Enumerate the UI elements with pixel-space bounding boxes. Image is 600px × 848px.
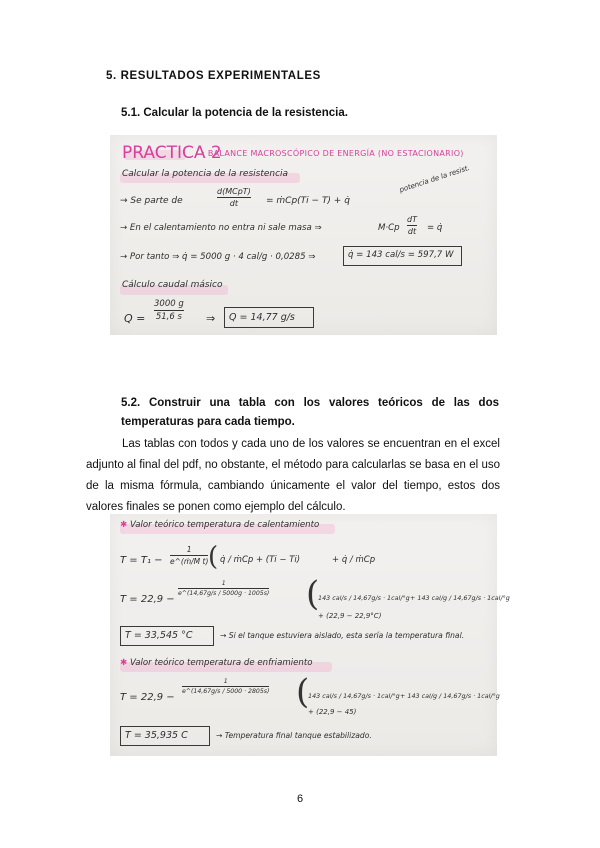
paragraph: Las tablas con todos y cada uno de los valores se encuentran en el excel adjunto al final del pdf, no obstante, el método para calcularlas se basa en el uso de la misma fórmula, cambiando únicamente el valor del tiempo, estos dos valores finales se ponen como ejemplo del cálculo. [86, 438, 500, 513]
note-q1: Q = [124, 312, 146, 325]
note-sub-b: Cálculo caudal másico [122, 280, 223, 290]
note2-e2a: T = 22,9 − [120, 594, 175, 605]
note-frac-q: 3000 g 51,6 s [154, 299, 184, 322]
note-q4: ⇒ [206, 312, 216, 325]
note-line-2a: → En el calentamiento no entra ni sale masa ⇒ [120, 223, 322, 233]
note-sub-a: Calcular la potencia de la resistencia [122, 169, 289, 179]
note2-r2: T = 35,935 C [125, 730, 188, 741]
note2-e3d: 143 cal/s / 14,67g/s · 1cal/°g [308, 692, 400, 700]
handwritten-note-power [110, 135, 497, 335]
note-title: PRACTICA 2 [122, 143, 222, 163]
page-number: 6 [296, 793, 304, 805]
note-side: potencia de la resist. [398, 163, 471, 195]
note2-e3f: + 143 cal/g / 14,67g/s · 1cal/°g [400, 692, 500, 700]
note2-e3a: T = 22,9 − [120, 692, 175, 703]
section-heading: 5. RESULTADOS EXPERIMENTALES [106, 70, 321, 82]
note-line-1a: → Se parte de [120, 196, 183, 206]
note2-e2e: + (22,9 − 22,9°C) [318, 612, 382, 620]
note2-title-a: ✱ Valor teórico temperatura de calentamiento [120, 520, 320, 530]
note-line-2b: M·Cp [378, 223, 400, 233]
note-frac-2: dT dt [407, 215, 417, 236]
note2-r1: T = 33,545 °C [125, 630, 193, 641]
note2-frac-2: 1 e^(14,67g/s / 5000g · 1005s) [178, 580, 270, 597]
note2-r1-note: → Si el tanque estuviera aislado, esta sería la temperatura final. [220, 631, 465, 640]
note2-frac-1: 1 e^(ṁ/M t) [170, 545, 209, 566]
handwritten-note-temperatures: ✱ Valor teórico temperatura de calentamiento T = T₁ − 1 e^(ṁ/M t) ( q̇ / ṁCp + (Ti − Ti) + q̇ / ṁCp T = 22,9 − 1 e^(14,67g/s / 5000g · 1005s) ( 143 cal/s / 14,67g/s · 1cal/°g + (22,9 − 22,9°C) + 143 cal/g / 14,67g/s · 1cal/°g T = 33,545 °C → Si el tanque estuviera aislado, esta sería la temperatura final. ✱ Valor teórico temperatura de enfriamiento T = 22,9 − 1 e^(14,67g/s / 5000 · 2805s) ( 143 cal/s / 14,67g/s · 1cal/°g + (22,9 − 45) + 143 cal/g / 14,67g/s · 1cal/°g T = 35,935 C → Temperatura final tanque estabilizado. [110, 514, 497, 756]
note2-e1d: q̇ / ṁCp + (Ti − Ti) [220, 555, 301, 565]
note2-e3e: + (22,9 − 45) [308, 708, 357, 716]
note2-e1a: T = T₁ − [120, 555, 163, 566]
note-line-3a: → Por tanto ⇒ q̇ = 5000 g · 4 cal/g · 0,0285 ⇒ [120, 252, 316, 262]
note2-title-b: ✱ Valor teórico temperatura de enfriamiento [120, 658, 313, 668]
note-frac-1: d(MCpT) dt [217, 187, 251, 208]
subsection-heading-5-1: 5.1. Calcular la potencia de la resistencia. [121, 107, 348, 119]
note-line-1d: = ṁCp(Ti − T) + q̇ [266, 196, 350, 206]
note-line-3b: q̇ = 143 cal/s = 597,7 W [348, 250, 454, 260]
note-title-rest: : BALANCE MACROSCÓPICO DE ENERGÍA (NO ESTACIONARIO) [202, 149, 464, 158]
note2-e2f: + 143 cal/g / 14,67g/s · 1cal/°g [410, 594, 510, 602]
note2-frac-3: 1 e^(14,67g/s / 5000 · 2805s) [182, 678, 270, 695]
note2-e2d: 143 cal/s / 14,67g/s · 1cal/°g [318, 594, 410, 602]
note2-e1e: + q̇ / ṁCp [332, 555, 376, 565]
note-q5: Q = 14,77 g/s [229, 312, 295, 323]
note2-r2-note: → Temperatura final tanque estabilizado. [216, 731, 372, 740]
subsection-heading-5-2: 5.2. Construir una tabla con los valores teóricos de las dos temperaturas para cada tiempo. [121, 397, 499, 428]
note-line-2e: = q̇ [427, 223, 443, 233]
